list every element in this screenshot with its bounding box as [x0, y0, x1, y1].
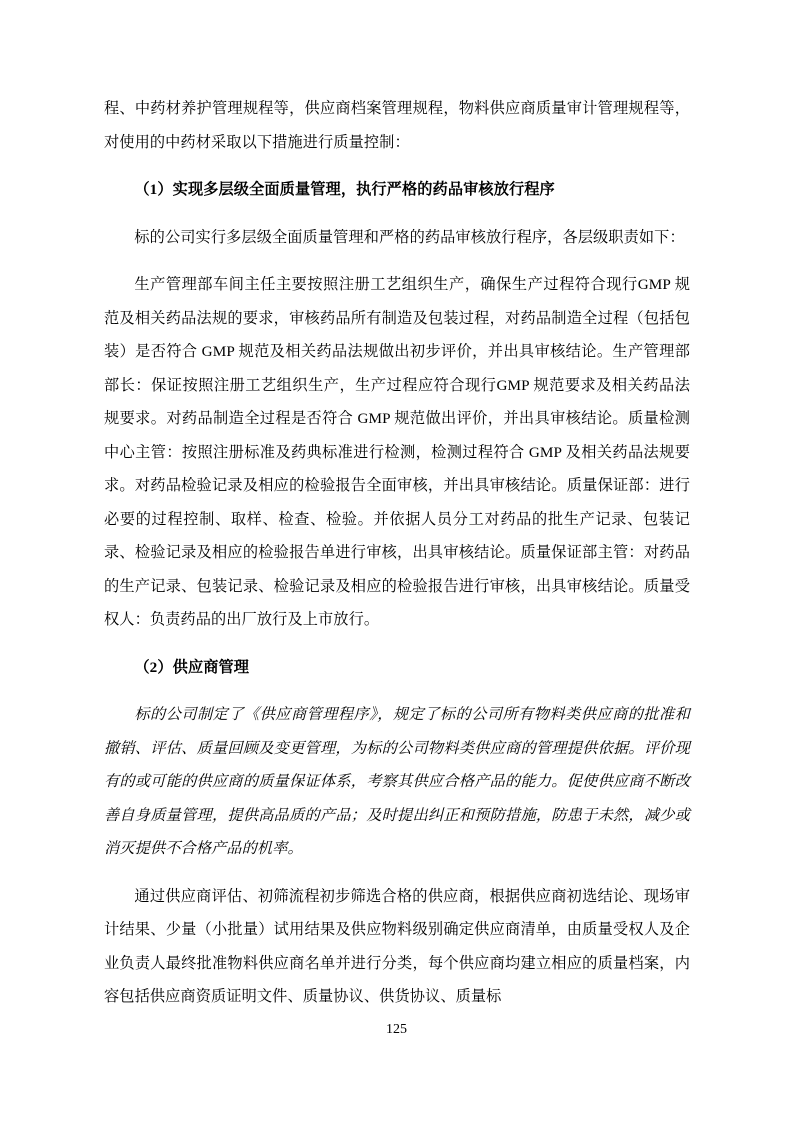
paragraph-supplier-evaluation: 通过供应商评估、初筛流程初步筛选合格的供应商，根据供应商初选结论、现场审计结果、少量（小批量）试用结果及供应物料级别确定供应商清单，由质量受权人及企业负责人最终批准物料供应商名单并进行分类，每个供应商均建立相应的质量档案，内容包括供应商资质证明文件、质量协议、供货协议、质量标 [104, 887, 690, 1005]
paragraph-spacer [104, 684, 690, 698]
heading-quality-management: （1）实现多层级全面质量管理，执行严格的药品审核放行程序 [134, 181, 555, 198]
page-content [104, 92, 690, 1014]
paragraph-spacer [104, 637, 690, 651]
paragraph-continued: 程、中药材养护管理规程等，供应商档案管理规程，物料供应商质量审计管理规程等，对使用的中药材采取以下措施进行质量控制： [104, 100, 690, 151]
paragraph-supplier-procedure: 标的公司制定了《供应商管理程序》，规定了标的公司所有物料类供应商的批准和撤销、评估、质量回顾及变更管理，为标的公司物料类供应商的管理提供依据。评价现有的或可能的供应商的质量保证体系，考察其供应合格产品的能力。促使供应商不断改善自身质量管理，提供高品质的产品；及时提出纠正和预防措施，防患于未然，减少或消灭提供不合格产品的机率。 [104, 706, 690, 857]
paragraph-spacer [104, 207, 690, 221]
paragraph-spacer [104, 159, 690, 173]
paragraph-spacer [104, 866, 690, 880]
paragraph-spacer [104, 254, 690, 268]
heading-supplier-management: （2）供应商管理 [134, 658, 250, 676]
paragraph-roles-detail: 生产管理部车间主任主要按照注册工艺组织生产，确保生产过程符合现行GMP 规范及相关药品法规的要求，审核药品所有制造及包装过程，对药品制造全过程（包括包装）是否符合 GMP 规范及相关药品法规做出初步评价，并出具审核结论。生产管理部部长：保证按照注册工艺组织生产，生产过程应符合现行GMP 规范要求及相关药品法规要求。对药品制造全过程是否符合 GMP 规范做出评价，并出具审核结论。质量检测中心主管：按照注册标准及药典标准进行检测，检测过程符合 GMP 及相关药品法规要求。对药品检验记录及相应的检验报告全面审核，并出具审核结论。质量保证部：进行必要的过程控制、取样、检查、检验。并依据人员分工对药品的批生产记录、包装记录、检验记录及相应的检验报告单进行审核，出具审核结论。质量保证部主管：对药品的生产记录、包装记录、检验记录及相应的检验报告进行审核，出具审核结论。质量受权人：负责药品的出厂放行及上市放行。 [104, 276, 690, 628]
page-number: 125 [386, 1022, 407, 1037]
paragraph-levels-intro: 标的公司实行多层级全面质量管理和严格的药品审核放行程序，各层级职责如下： [134, 228, 685, 246]
